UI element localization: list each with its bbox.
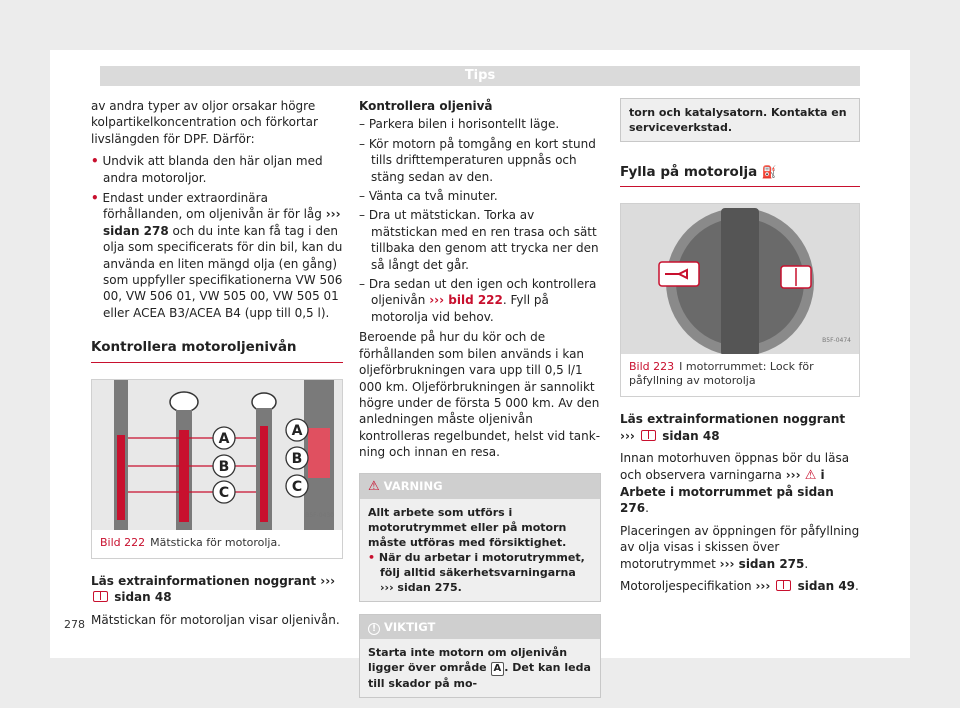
step-item: – Parkera bilen i horisontellt läge. <box>359 117 560 132</box>
step-item: – Kör motorn på tomgång en kort stund tills drifttemperaturen uppnås och stäng sedan av den. <box>359 136 596 184</box>
reference-link[interactable]: ››› sidan 48 <box>91 574 335 604</box>
bullet-icon: • <box>368 550 376 564</box>
bullet-icon: • <box>91 191 99 206</box>
bullet-item: • När du arbetar i motorutrymmet, följ alltid säkerhetsvarningarna ››› sidan 275. <box>368 550 585 594</box>
manual-page <box>50 50 910 691</box>
info-circle-icon: ! <box>368 623 380 635</box>
book-icon <box>776 580 791 591</box>
paragraph: av andra typer av oljor orsakar högre kolpartikelkoncentration och förkortar livslängden för DPF. Därför: <box>91 99 318 146</box>
book-icon <box>93 591 108 602</box>
section-heading: Kontrollera motoroljenivån <box>91 339 343 362</box>
intro-line: Läs extrainformationen noggrant ››› sidan 48 <box>620 412 846 443</box>
figure-code: B5F-0430 <box>305 512 334 520</box>
book-icon <box>641 430 656 441</box>
caption-text: I motorrummet: Lock för påfyllning av motorolja <box>629 360 814 388</box>
label-a: A <box>291 422 303 439</box>
paragraph: Placeringen av öppningen för påfyllning av olja visas i skissen över motorutrymmet ››› sidan 275. <box>620 523 860 571</box>
bullet-icon: • <box>91 154 99 169</box>
figure-number: Bild 222 <box>100 535 146 549</box>
label-c: C <box>291 478 303 495</box>
label-c: C <box>218 484 230 501</box>
warning-triangle-icon: ⚠ <box>804 467 817 483</box>
label-b: B <box>218 458 230 475</box>
column-2 <box>359 98 601 708</box>
page-reference-link[interactable]: ››› sidan 275 <box>380 580 458 594</box>
warning-body <box>360 499 600 601</box>
intro-line: Läs extrainformationen noggrant ››› sidan 48 <box>91 573 336 605</box>
notice-box-continued <box>620 98 860 142</box>
label-a: A <box>218 430 230 447</box>
notice-box <box>359 614 601 698</box>
notice-header: ! VIKTIGT <box>360 615 600 639</box>
subheading: Kontrollera oljenivå <box>359 99 493 113</box>
warning-triangle-icon: ⚠ <box>368 478 380 494</box>
step-item: – Vänta ca två minuter. <box>359 189 498 204</box>
figure-reference-link[interactable]: ››› bild 222 <box>429 293 503 308</box>
figure-caption <box>621 354 859 396</box>
figure-dipstick <box>91 379 343 559</box>
dipstick-illustration <box>92 380 342 530</box>
notice-body: torn och katalysatorn. Kontakta en serviceverkstad. <box>621 99 859 141</box>
bullet-text: Endast under extraordinära förhållanden, om oljenivån är för låg <box>102 191 322 222</box>
bullet-text: och du inte kan få tag i den olja som specificerats för din bil, kan du använda en liten mängd olja (en gång) som uppfyller specifikationerna VW 506 00, VW 506 01, VW 505 00, VW 505 01 eller ACEA B3/ACEA B4 (upp till 0,5 l). <box>103 223 343 320</box>
warning-box <box>359 473 601 602</box>
reference-link[interactable]: ››› sidan 49 <box>755 579 856 594</box>
oil-can-icon: ⛽ <box>761 165 777 179</box>
bullet-item <box>91 153 343 186</box>
warning-header: ⚠ VARNING <box>360 474 600 499</box>
notice-body: Starta inte motorn om oljenivån ligger över område A . Det kan leda till skador på mo- <box>360 639 600 697</box>
label-b: B <box>291 450 303 467</box>
paragraph: Beroende på hur du kör och de förhållanden som bilen används i kan oljeförbrukningen vara upp till 0,5 l/1 000 km. Oljeförbrukningen är sannolikt högre under de första 5 000 km. Av den anledningen måste oljenivån kontrolleras regelbundet, helst vid tankning och innan en resa. <box>359 330 601 460</box>
figure-oil-cap <box>620 203 860 397</box>
bullet-text: Undvik att blanda den här oljan med andra motoroljor. <box>102 154 323 185</box>
paragraph: Motoroljespecifikation ››› sidan 49. <box>620 579 859 594</box>
figure-number: Bild 223 <box>629 360 675 374</box>
oil-cap-illustration <box>621 204 859 354</box>
caption-text: Mätsticka för motorolja. <box>150 535 281 549</box>
step-item: – Dra sedan ut den igen och kontrollera oljenivån ››› bild 222. Fyll på motorolja vid behov. <box>359 277 597 324</box>
area-label: A <box>491 662 505 676</box>
paragraph: Innan motorhuven öppnas bör du läsa och observera varningarna ››› ⚠ i Arbete i motorrummet på sidan 276. <box>620 451 850 516</box>
paragraph: Mätstickan för motoroljan visar oljenivån. <box>91 612 340 627</box>
dipstick-drawing <box>92 380 342 530</box>
bullet-item <box>91 190 343 321</box>
figure-code: B5F-0474 <box>822 337 851 344</box>
reference-link[interactable]: ››› sidan 48 <box>620 428 720 443</box>
reference-link[interactable]: ››› ⚠ i Arbete i motorrummet på sidan 276 <box>620 467 834 516</box>
oil-cap-drawing <box>621 204 859 354</box>
warning-text: Allt arbete som utförs i motorutrymmet eller på motorn måste utföras med försiktighet. <box>368 505 567 549</box>
step-item: – Dra ut mätstickan. Torka av mätstickan med en ren trasa och sätt tillbaka den genom att trycka ner den så långt det går. <box>359 208 599 272</box>
column-3 <box>620 98 860 600</box>
page-reference-link[interactable]: ››› sidan 278 <box>103 207 341 238</box>
section-heading: Fylla på motorolja ⛽ <box>620 164 860 187</box>
page-reference-link[interactable]: ››› sidan 275 <box>719 556 805 571</box>
column-1 <box>91 98 343 634</box>
figure-caption <box>92 530 342 558</box>
section-tab-header: Tips <box>100 66 860 86</box>
page-number: 278 <box>64 618 85 631</box>
